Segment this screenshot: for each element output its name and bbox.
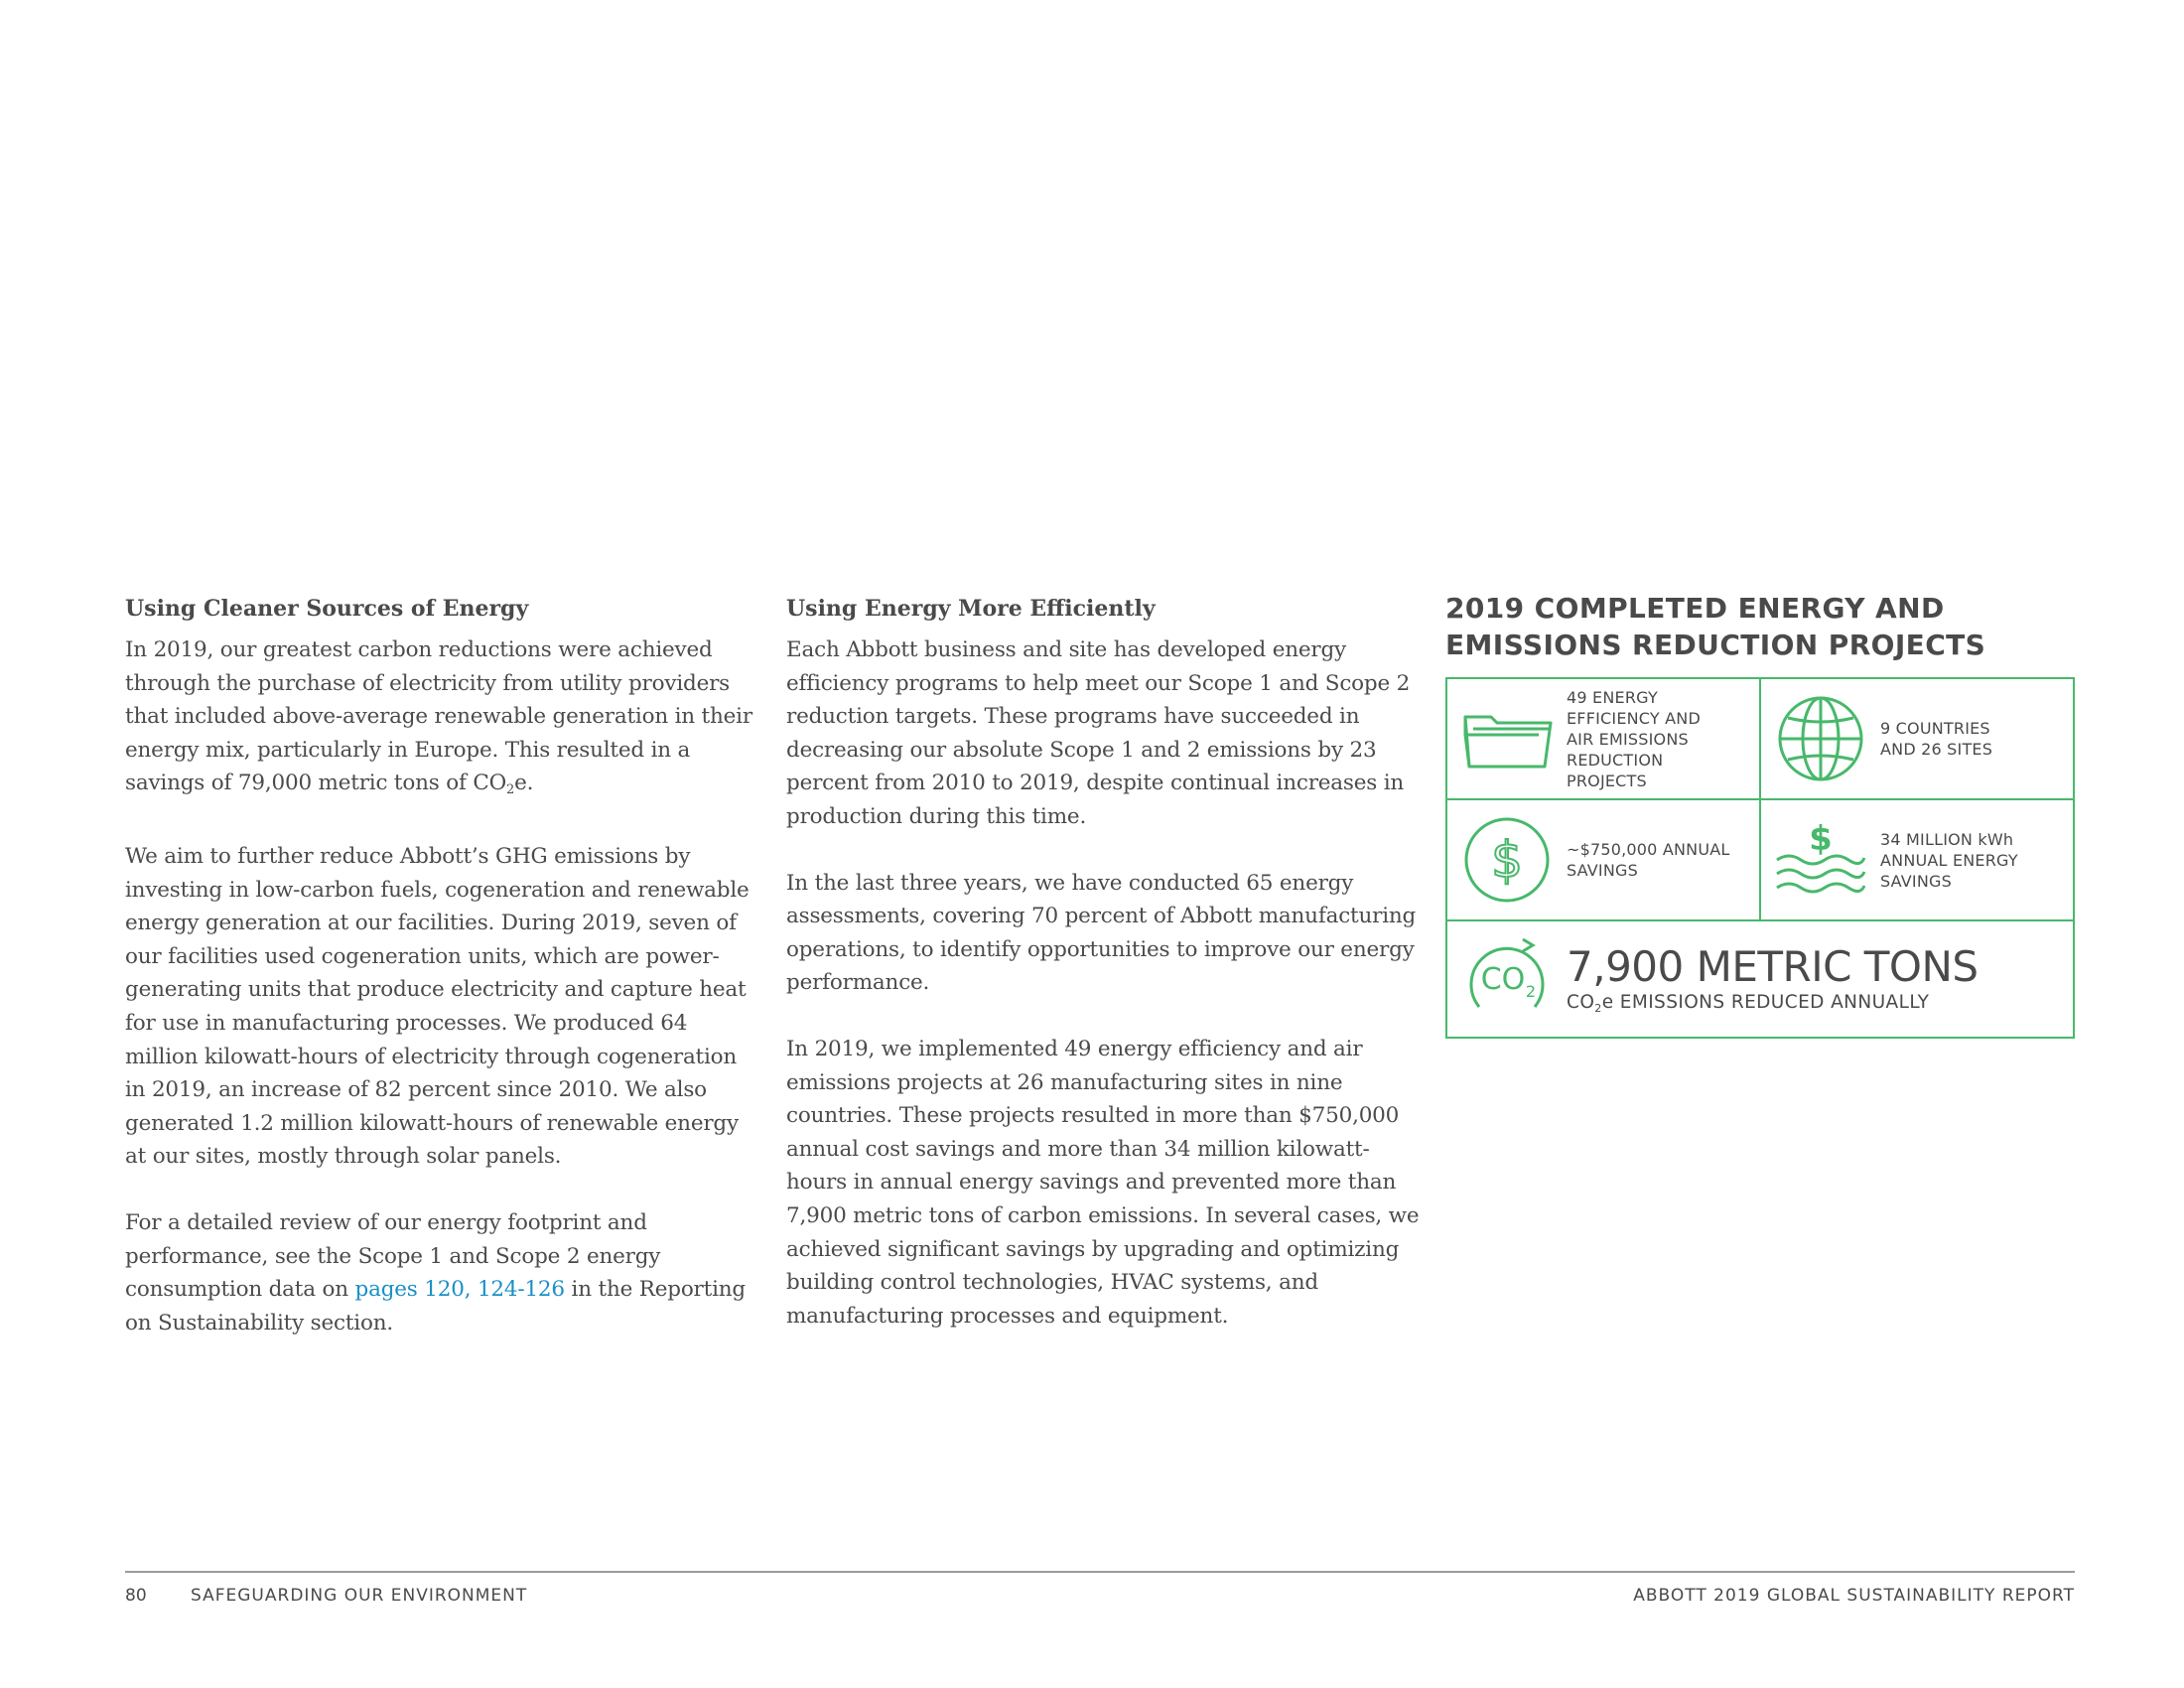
label-text: CO [1567,991,1595,1013]
stats-row [1447,800,2073,921]
emissions-row [1447,921,2073,1037]
svg-text:CO: CO [1480,962,1526,997]
stats-row [1447,679,2073,800]
subscript: 2 [1594,1001,1602,1015]
body-paragraph: In 2019, we implemented 49 energy efficiency and air emissions projects at 26 manufacturing sites in nine countries. These projects resulted in more than $750,000 annual cost savings and more than 34 million kilowatt-hours in annual energy savings and prevented more than 7,900 metric tons of carbon emissions. In several cases, we achieved significant savings by upgrading and optimizing building control technologies, HVAC systems, and manufacturing processes and equipment. [786,1036,1420,1329]
left-column [125,592,760,1372]
report-title: ABBOTT 2019 GLOBAL SUSTAINABILITY REPORT [1633,1586,2075,1606]
stat-cell-countries [1759,679,2073,798]
stat-cell-energy [1759,800,2073,919]
svg-text:2: 2 [1525,982,1537,1001]
section-heading: Using Energy More Efficiently [786,596,1156,622]
paragraph-text: For a detailed review of our energy footprint and performance, see the Scope 1 and Scope 2 energy consumption data on [125,1209,661,1303]
subscript: 2 [506,782,515,798]
emissions-value: 7,900 METRIC TONS [1567,941,1979,991]
stat-text: 34 MILLION kWh ANNUAL ENERGY SAVINGS [1880,829,2018,891]
sidebar-title [1445,590,2075,663]
stat-cell-savings [1447,800,1759,919]
pages-link[interactable]: pages 120, 124-126 [354,1277,565,1303]
svg-text:$: $ [1491,831,1523,889]
emissions-label [1567,992,1979,1015]
stat-text: 49 ENERGY EFFICIENCY AND AIR EMISSIONS REDUCTION PROJECTS [1567,687,1701,790]
paragraph-text: in the Reporting on Sustainability section. [125,1277,746,1336]
stat-cell-projects [1447,679,1759,798]
footer-divider [125,1571,2075,1573]
folder-icon [1447,707,1567,771]
body-paragraph [125,633,760,807]
stats-grid [1445,677,2075,1039]
paragraph-text: e. [514,771,534,796]
body-paragraph: In the last three years, we have conducted 65 energy assessments, covering 70 percent of Abbott manufacturing operations, to identify opportunities to improve our energy performance. [786,870,1417,996]
body-paragraph: Each Abbott business and site has developed energy efficiency programs to help meet our Scope 1 and Scope 2 reduction targets. These programs have succeeded in decreasing our absolute Scope 1 and 2 emissions by 23 percent from 2010 to 2019, despite continual increases in production during this time. [786,637,1411,829]
body-paragraph [125,1206,760,1339]
emissions-summary [1567,941,1979,1015]
section-name: SAFEGUARDING OUR ENVIRONMENT [191,1586,528,1606]
globe-icon [1761,694,1880,783]
page-number: 80 [125,1586,147,1606]
section-heading: Using Cleaner Sources of Energy [125,596,529,622]
dollar-circle-icon [1447,815,1567,905]
energy-savings-icon [1761,820,1880,900]
projects-sidebar [1445,590,2075,1039]
sidebar-title-line: EMISSIONS REDUCTION PROJECTS [1445,629,1986,661]
sidebar-title-line: 2019 COMPLETED ENERGY AND [1445,592,1945,625]
right-column [786,592,1422,1365]
label-text: e EMISSIONS REDUCED ANNUALLY [1601,991,1930,1013]
svg-text:$: $ [1809,820,1833,859]
co2-cycle-icon [1447,931,1567,1027]
paragraph-text: In 2019, our greatest carbon reductions were achieved through the purchase of electricity from utility providers that included above-average renewable generation in their energy mix, particularly in Europe. This resulted in a savings of 79,000 metric tons of CO [125,637,752,796]
body-paragraph: We aim to further reduce Abbott’s GHG emissions by investing in low-carbon fuels, cogeneration and renewable energy generation at our facilities. During 2019, seven of our facilities used cogeneration units, which are power-generating units that produce electricity and capture heat for use in manufacturing processes. We produced 64 million kilowatt-hours of electricity through cogeneration in 2019, an increase of 82 percent since 2010. We also generated 1.2 million kilowatt-hours of renewable energy at our sites, mostly through solar panels. [125,843,750,1170]
stat-text: ~$750,000 ANNUAL SAVINGS [1567,840,1730,880]
stat-text: 9 COUNTRIES AND 26 SITES [1880,719,1993,759]
